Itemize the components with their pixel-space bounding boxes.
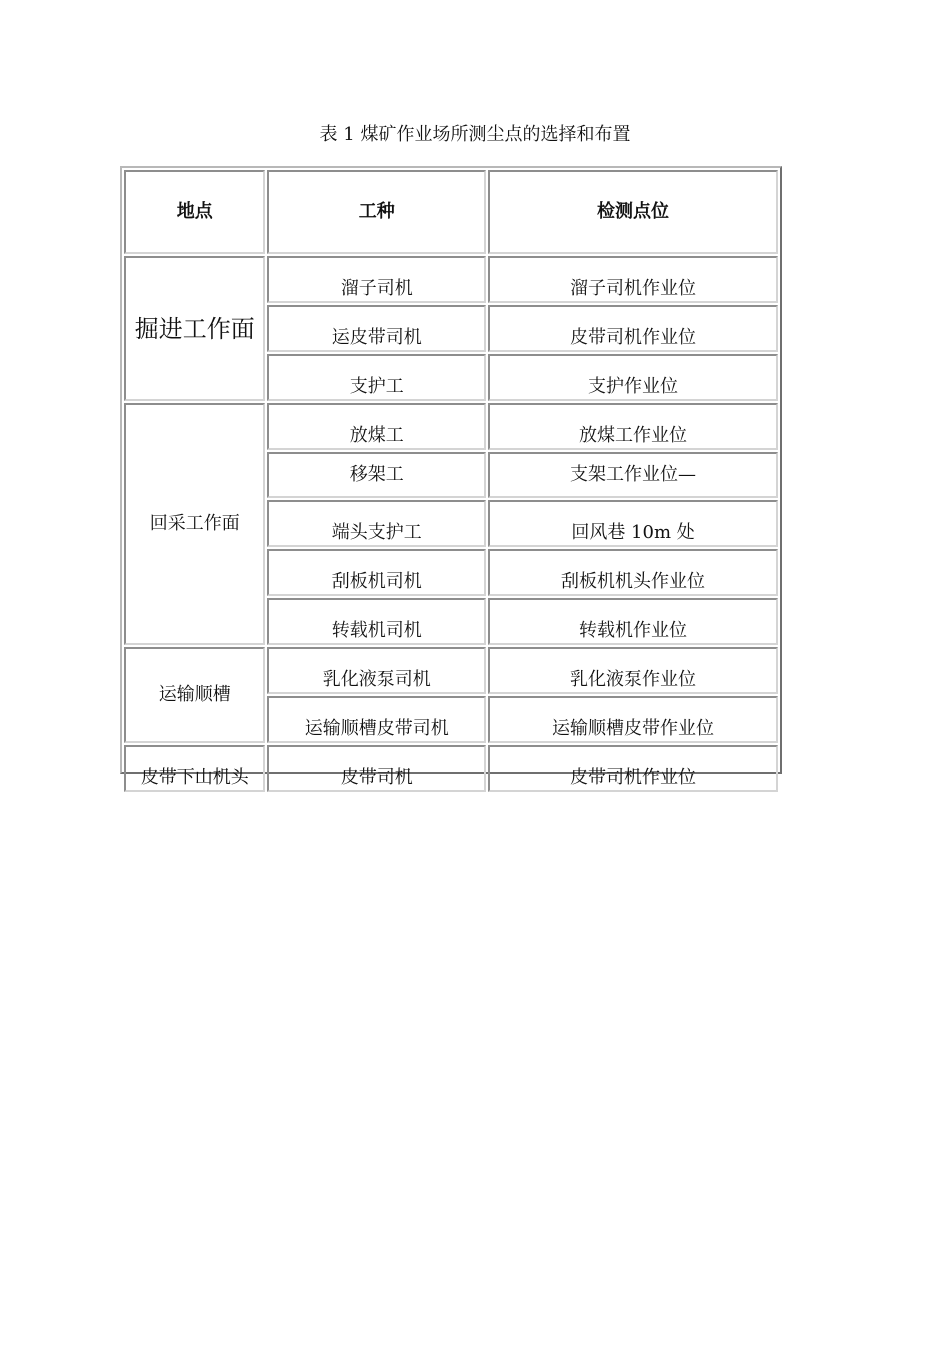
job-cell: 运输顺槽皮带司机 [267,696,486,743]
dust-point-table [120,166,782,788]
job-cell: 端头支护工 [267,500,486,547]
location-cell: 回采工作面 [124,403,265,645]
header-point: 检测点位 [488,170,778,254]
point-cell: 溜子司机作业位 [488,256,778,303]
point-cell: 支架工作业位— [488,452,778,498]
header-location: 地点 [124,170,265,254]
job-cell: 皮带司机 [267,745,486,792]
point-cell: 乳化液泵作业位 [488,647,778,694]
header-row [124,170,778,254]
header-job: 工种 [267,170,486,254]
point-cell: 回风巷 10m 处 [488,500,778,547]
job-cell: 溜子司机 [267,256,486,303]
job-cell: 放煤工 [267,403,486,450]
table-row [124,647,778,694]
point-cell: 放煤工作业位 [488,403,778,450]
point-cell: 转载机作业位 [488,598,778,645]
table-caption: 表 1 煤矿作业场所测尘点的选择和布置 [319,124,631,145]
job-cell: 移架工 [267,452,486,498]
job-cell: 运皮带司机 [267,305,486,352]
point-cell: 皮带司机作业位 [488,745,778,792]
location-cell: 运输顺槽 [124,647,265,743]
table-row [124,256,778,303]
job-cell: 转载机司机 [267,598,486,645]
table-row [124,745,778,792]
table-grid [122,168,780,794]
location-cell: 皮带下山机头 [124,745,265,792]
point-cell: 皮带司机作业位 [488,305,778,352]
table-row [124,403,778,450]
job-cell: 支护工 [267,354,486,401]
location-cell: 掘进工作面 [124,256,265,401]
point-cell: 刮板机机头作业位 [488,549,778,596]
point-cell: 支护作业位 [488,354,778,401]
point-cell: 运输顺槽皮带作业位 [488,696,778,743]
job-cell: 乳化液泵司机 [267,647,486,694]
job-cell: 刮板机司机 [267,549,486,596]
